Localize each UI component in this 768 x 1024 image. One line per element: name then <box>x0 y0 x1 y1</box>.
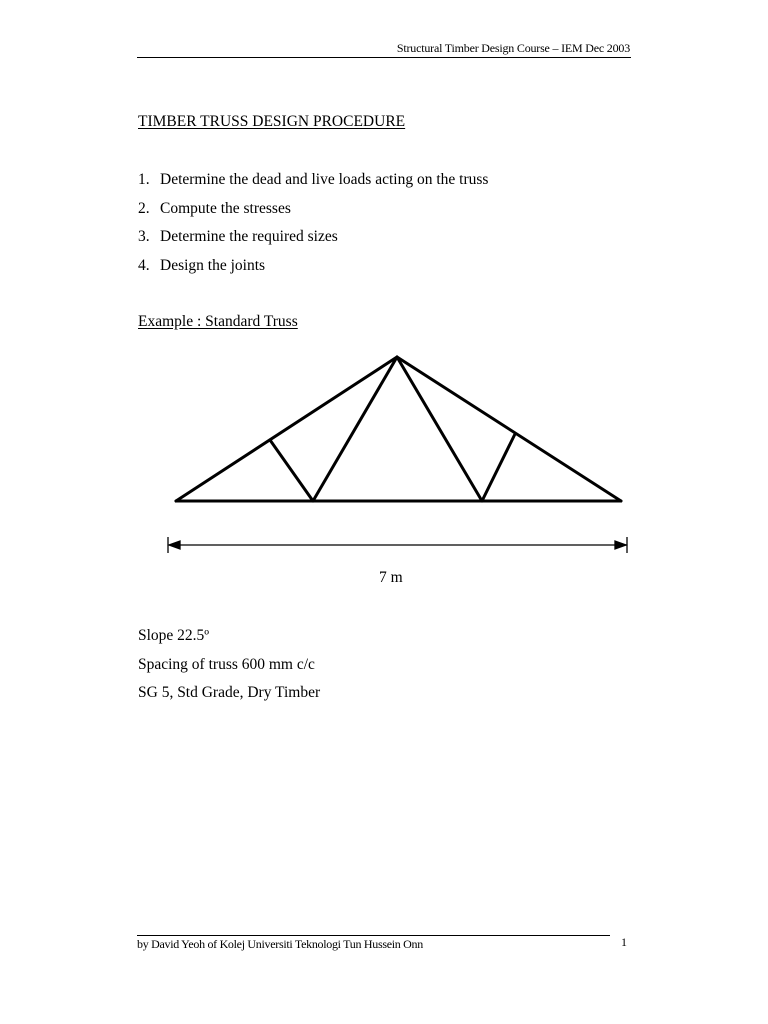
step-item <box>138 170 488 199</box>
step-item <box>138 256 488 285</box>
step-number: 3. <box>138 228 150 245</box>
web-left-outer <box>270 440 313 501</box>
parameter-spacing: Spacing of truss 600 mm c/c <box>138 655 315 673</box>
page-footer: by David Yeoh of Kolej Universiti Teknologi Tun Hussein Onn <box>137 937 423 951</box>
step-text: Compute the stresses <box>160 199 291 217</box>
page-number: 1 <box>621 935 627 949</box>
design-parameters <box>138 626 320 712</box>
step-number: 4. <box>138 256 150 274</box>
parameter-timber: SG 5, Std Grade, Dry Timber <box>138 684 321 701</box>
web-right-inner <box>397 357 482 501</box>
example-heading: Example : Standard Truss <box>138 313 298 330</box>
step-number: 1. <box>138 171 150 188</box>
web-right-outer <box>482 434 515 501</box>
parameter-slope: Slope 22.5º <box>138 627 210 644</box>
span-dimension-label: 7 m <box>379 569 403 586</box>
page-header: Structural Timber Design Course – IEM Dec 2003 <box>396 41 630 55</box>
footer-rule <box>137 935 610 936</box>
top-chord-left <box>176 357 397 501</box>
page-title: TIMBER TRUSS DESIGN PROCEDURE <box>138 113 406 130</box>
dimension-arrow-right <box>615 541 626 549</box>
step-item <box>138 227 488 256</box>
dimension-arrow-left <box>169 541 180 549</box>
step-item <box>138 199 488 228</box>
header-rule <box>137 57 631 58</box>
step-text: Determine the dead and live loads acting on the truss <box>160 171 489 188</box>
procedure-steps <box>138 170 488 284</box>
step-text: Design the joints <box>160 256 266 274</box>
web-left-inner <box>313 357 397 501</box>
step-text: Determine the required sizes <box>160 228 338 245</box>
step-number: 2. <box>138 199 150 217</box>
top-chord-right <box>397 357 621 501</box>
